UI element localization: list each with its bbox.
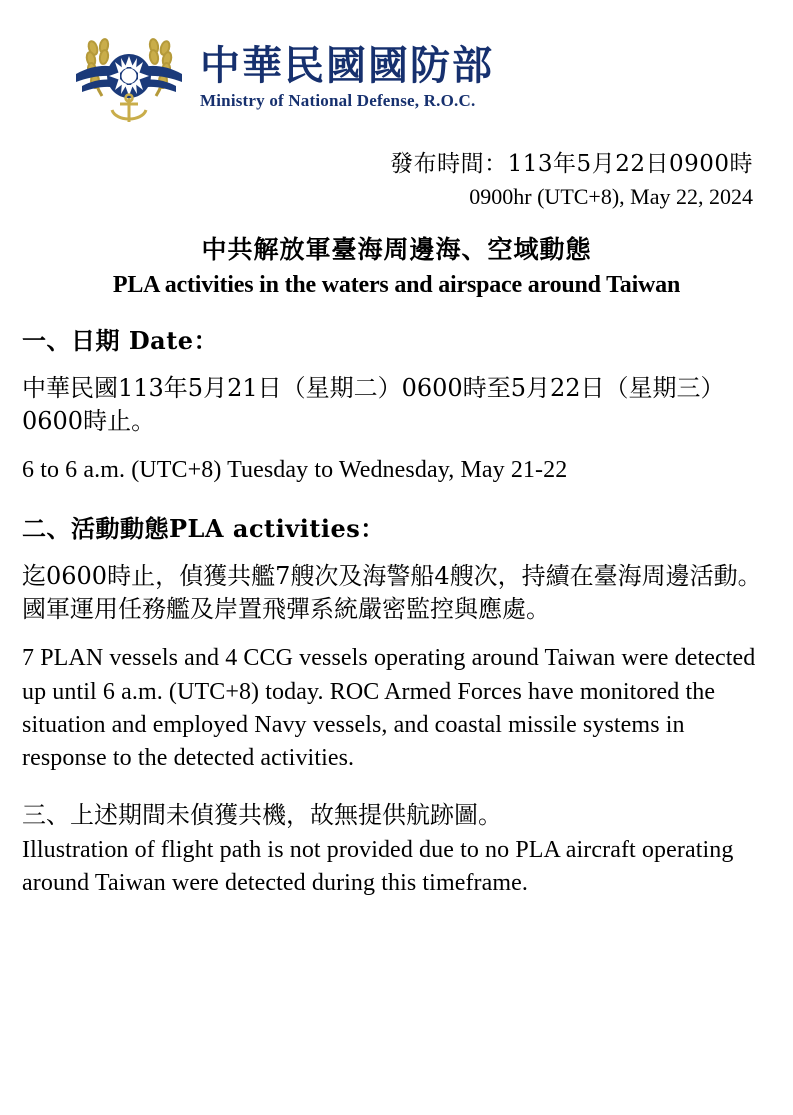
ministry-name-zh: 中華民國國防部	[200, 42, 494, 89]
section-heading-date: 一、日期 Date：	[22, 325, 219, 355]
ministry-name-en: Ministry of National Defense, R.O.C.	[200, 91, 476, 110]
activities-text-en: 7 PLAN vessels and 4 CCG vessels operating around Taiwan were detected up until 6 a.m. (UTC+8) today. ROC Armed Forces have monitored the situation and employed Navy vessels, and coastal missile systems in response to the detected activities.	[22, 645, 756, 771]
date-range-zh: 中華民國113年5月21日（星期二）0600時至5月22日（星期三）0600時止。	[22, 373, 725, 435]
section-note	[22, 799, 771, 900]
note-text-en: Illustration of flight path is not provided due to no PLA aircraft operating around Taiwan were detected during this timeframe.	[22, 836, 734, 897]
ministry-title-block	[200, 42, 494, 111]
date-range-en: 6 to 6 a.m. (UTC+8) Tuesday to Wednesday, May 21-22	[22, 457, 568, 484]
release-time-zh: 發布時間：113年5月22日0900時	[390, 151, 753, 177]
document-header	[22, 0, 771, 126]
document-title-zh: 中共解放軍臺海周邊海、空域動態	[201, 234, 592, 264]
activities-text-zh: 迄0600時止，偵獲共艦7艘次及海警船4艘次，持續在臺海周邊活動。國軍運用任務艦及岸置飛彈系統嚴密監控與應處。	[22, 562, 762, 624]
document-title-en: PLA activities in the waters and airspace around Taiwan	[112, 271, 681, 298]
note-text-zh: 三、上述期間未偵獲共機，故無提供航跡圖。	[22, 800, 502, 829]
release-time-block	[22, 148, 771, 212]
release-time-en: 0900hr (UTC+8), May 22, 2024	[469, 183, 753, 209]
roc-mnd-emblem-icon	[64, 26, 194, 126]
section-heading-activities: 二、活動動態PLA activities：	[22, 514, 385, 544]
